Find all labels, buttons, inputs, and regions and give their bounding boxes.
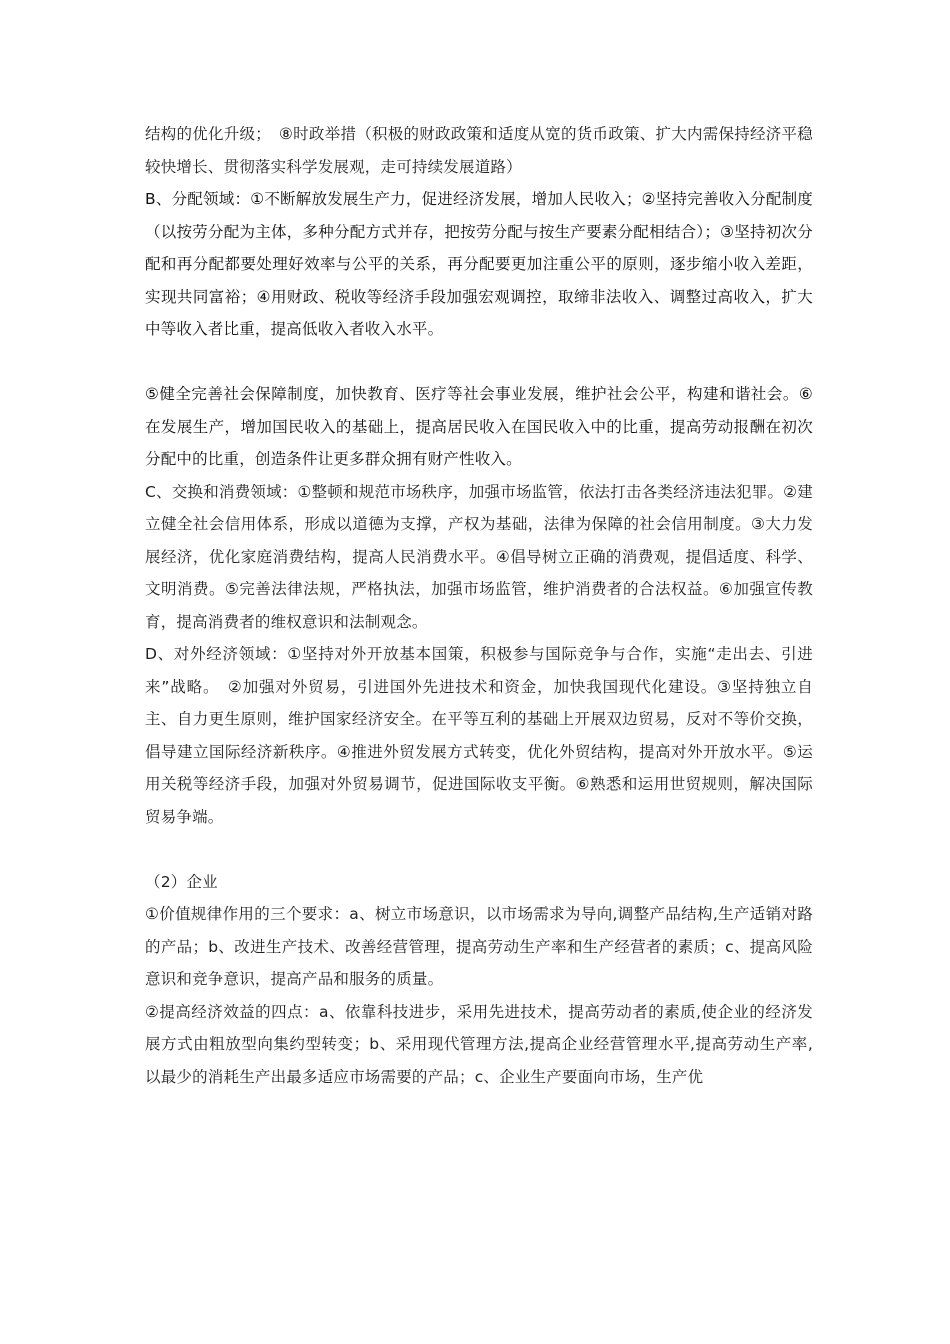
paragraph-social-security: ⑤健全完善社会保障制度，加快教育、医疗等社会事业发展，维护社会公平，构建和谐社会。⑥在发展生产，增加国民收入的基础上，提高居民收入在国民收入中的比重，提高劳动报酬在初次分配中的比重，创造条件让更多群众拥有财产性收入。: [145, 385, 813, 468]
paragraph-value-law: ①价值规律作用的三个要求：a、树立市场意识，以市场需求为导向,调整产品结构,生产适销对路的产品；b、改进生产技术、改善经营管理，提高劳动生产率和生产经营者的素质；c、提高风险意识和竞争意识，提高产品和服务的质量。: [145, 905, 813, 988]
paragraph-foreign-economy: D、对外经济领域：①坚持对外开放基本国策，积极参与国际竞争与合作，实施“走出去、引进来”战略。 ②加强对外贸易，引进国外先进技术和资金，加快我国现代化建设。③坚持独立自主、自力更生原则，维护国家经济安全。在平等互利的基础上开展双边贸易，反对不等价交换，倡导建立国际经济新秩序。④推进外贸发展方式转变，优化外贸结构，提高对外开放水平。⑤运用关税等经济手段，加强对外贸易调节，促进国际收支平衡。⑥熟悉和运用世贸规则，解决国际贸易争端。: [145, 645, 813, 826]
paragraph-distribution-field: B、分配领域：①不断解放发展生产力，促进经济发展，增加人民收入；②坚持完善收入分配制度（以按劳分配为主体，多种分配方式并存，把按劳分配与按生产要素分配相结合）；③坚持初次分配和再分配都要处理好效率与公平的关系，再分配要更加注重公平的原则，逐步缩小收入差距，实现共同富裕；④用财政、税收等经济手段加强宏观调控，取缔非法收入、调整过高收入，扩大中等收入者比重，提高低收入者收入水平。: [145, 190, 813, 338]
paragraph-spacer: [145, 346, 813, 379]
paragraph-spacer: [145, 833, 813, 866]
document-body: [145, 118, 813, 1093]
section-heading-enterprise: （2）企业: [145, 872, 218, 891]
paragraph-policy-measures: 结构的优化升级； ⑧时政举措（积极的财政政策和适度从宽的货币政策、扩大内需保持经济平稳较快增长、贯彻落实科学发展观，走可持续发展道路）: [145, 125, 813, 176]
paragraph-economic-efficiency: ②提高经济效益的四点：a、依靠科技进步，采用先进技术，提高劳动者的素质,使企业的经济发展方式由粗放型向集约型转变；b、采用现代管理方法,提高企业经营管理水平,提高劳动生产率,以最少的消耗生产出最多适应市场需要的产品；c、企业生产要面向市场，生产优: [145, 1002, 813, 1086]
paragraph-exchange-consumption: C、交换和消费领域：①整顿和规范市场秩序，加强市场监管，依法打击各类经济违法犯罪。②建立健全社会信用体系，形成以道德为支撑，产权为基础，法律为保障的社会信用制度。③大力发展经济，优化家庭消费结构，提高人民消费水平。④倡导树立正确的消费观，提倡适度、科学、文明消费。⑤完善法律法规，严格执法，加强市场监管，维护消费者的合法权益。⑥加强宣传教育，提高消费者的维权意识和法制观念。: [145, 482, 813, 631]
